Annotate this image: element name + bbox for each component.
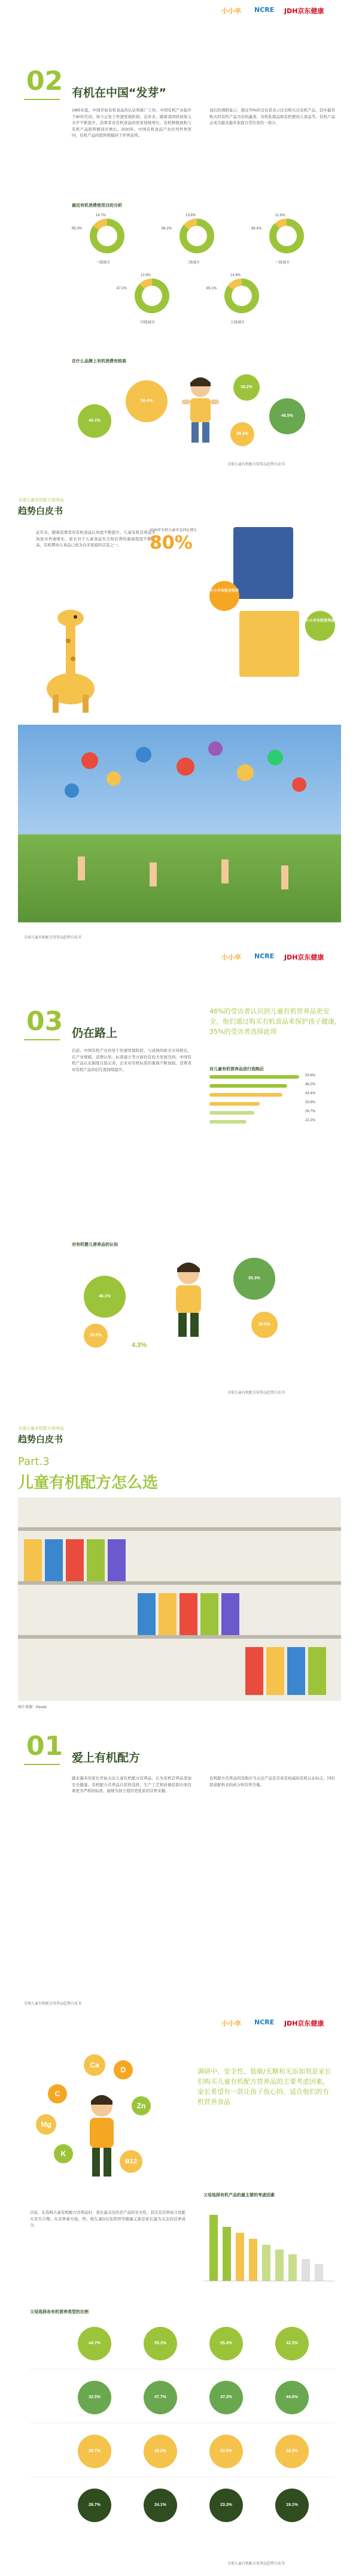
table-row: 32.5% 47.7% 47.3% 44.6% [30, 2375, 335, 2423]
trend-sheet-1 [0, 473, 359, 946]
part3-sheet [0, 1401, 359, 2012]
brand-logo-1: 小小卒 [221, 7, 241, 15]
kicker: 全球儿童有机配方营养品 [18, 1427, 64, 1431]
table-title: 父母选择各有机营养类型的比例 [30, 2310, 89, 2314]
section-number: 03 [26, 1006, 63, 1037]
number-underline [24, 1039, 60, 1040]
giraffe-illustration [36, 605, 108, 713]
page-footer: 全球儿童有机配方营养品趋势白皮书 [227, 1391, 285, 1395]
small-stat: 4.3% [132, 1342, 147, 1349]
brand-logo-1: 小小卒 [221, 2020, 241, 2027]
final-paragraph: 目前，在选购儿童有机配方营养品时，家长最关注的是产品的安全性，其次是营养成分及配方是否合理。在营养素方面，钙、维生素D以及铁锌等微量元素是家长最为关注的营养成分。 [30, 2211, 185, 2227]
kicker: 全球儿童有机配方营养品 [18, 498, 64, 503]
final-sheet [0, 2012, 359, 2576]
section-title: 有机在中国“发芽” [72, 86, 166, 99]
column-chart [203, 2203, 335, 2281]
section-title: 爱上有机配方 [72, 1751, 141, 1764]
number-underline [24, 1764, 60, 1765]
brand-logo-1: 小小卒 [221, 953, 241, 961]
photo-credit: 图片来源：Pexels [18, 1706, 47, 1709]
bar-chart-title: 对儿童有机营养品进行选购后 [209, 1067, 264, 1071]
page-footer: 全球儿童有机配方营养品趋势白皮书 [227, 463, 285, 467]
bar-chart: 53.6% 46.2% 43.4% 29.9% 26.7% 22.2% [209, 1075, 341, 1141]
quote-block: 调研中，安全性、低敏/无糖和无添加剂是家长们购买儿童有机配方营养品的主要考虑因素，家长希望有一款让孩子放心的、适合他们的有机营养食品 [197, 2068, 331, 2106]
section-03-sheet [0, 946, 359, 1401]
section-02-sheet [0, 0, 359, 473]
bubble-5: 29.1% [230, 422, 254, 446]
brand-logo-2: NCRE [254, 2018, 275, 2026]
stat-callout [150, 527, 221, 553]
section-number: 01 [26, 1731, 63, 1761]
section-title: 仍在路上 [72, 1027, 118, 1040]
bubble-chart-2 [72, 1252, 335, 1360]
quote-block: 46%的受访者认识到儿童有机营养品更安全，他们通过购买有机食品来保护孩子健康，35%的受访者选择此项 [209, 1007, 341, 1036]
page-footer: 全球儿童有机配方营养品趋势白皮书 [24, 2002, 82, 2006]
stat-label: 2020年有机儿童零食同比增长 [150, 529, 197, 532]
bubble-4: 30.2% [84, 1324, 108, 1348]
brand-logo-2: NCRE [254, 6, 275, 14]
vitamin-illustration: Ca D C Mg K Zn B12 [30, 2048, 162, 2192]
number-underline [24, 99, 60, 100]
bubble-1: 40.1% [78, 404, 111, 438]
bubble-chart2-title: 对有机婴儿营养品的认知 [72, 1243, 118, 1247]
intro-paragraph-right: 我们的调研显示，超过70%的受访者表示过去购买过有机产品，其中最常购买的有机产品为有机蔬菜、有机乳制品和有机婴幼儿食品等。有机产品正成为越来越多家庭日常饮食的一部分。 [209, 108, 335, 125]
bubble-2: 55.3% [233, 1258, 275, 1300]
column-chart-title: 父母选择有机产品的最主要的考虑因素 [203, 2193, 275, 2197]
product-box-2 [239, 611, 299, 677]
brand-logo-2: NCRE [254, 952, 275, 960]
donut-table [30, 2321, 335, 2542]
part-title: 儿童有机配方怎么选 [18, 1474, 159, 1492]
trend-paragraph: 近年来，随着消费者对有机食品认知度不断提升，儿童有机营养品市场迎来快速增长。家长对于儿童食品安全和营养的重视程度不断提高，有机婴幼儿食品已成为众多家庭的首选之一。 [36, 531, 156, 547]
balloons-photo [18, 725, 341, 922]
brand-logo-3: JDH京东健康 [284, 953, 324, 961]
paragraph-right: 有机配方营养品的选购应当关注产品是否具有权威的有机认证标志，同时留意配料表的成分和营养含量。 [209, 1776, 335, 1787]
bubble-2: 56.4% [126, 380, 168, 422]
table-row: 26.7% 24.1% 23.3% 19.1% [30, 2483, 335, 2530]
stat-value: 80% [150, 532, 193, 553]
child-illustration [180, 374, 221, 446]
product-box-1 [233, 527, 293, 599]
child-illustration [78, 2090, 126, 2180]
intro-paragraph-left: 1985年起，中国开始有机食品的认证和推广工作。中国有机产业起步于90年代初，如今正处于快速发展阶段。近年来，随着我国居民收入水平不断提升，消费者对有机食品的需求持续增长，有机种植面积与有机产品销售额同步增长。2020年，中国有机食品产业位列世界第四，有机产品的销售规模居于世界前列。 [72, 108, 191, 138]
shelf-photo [18, 1497, 341, 1701]
bubble-3: 38.2% [233, 374, 260, 401]
bubble-1: 46.1% [84, 1276, 126, 1318]
chart2-title: 在什么品牌上有机消费有较高 [72, 359, 126, 364]
product-tag-1: 小小卒有机谷物米 [209, 581, 239, 611]
brand-logo-3: JDH京东健康 [284, 2020, 324, 2027]
section-number: 02 [26, 66, 63, 96]
trend-title: 趋势白皮书 [18, 1434, 63, 1445]
section-paragraph: 目前，中国有机产业仍处于快速发展阶段，与成熟的欧美市场相比，在产业规模、消费认知、标准建立等方面仍有较大发展空间。中国有机产品认证制度日趋完善，企业对有机标准的重视不断加强，消费者对有机产品的信任度持续提升。 [72, 1049, 191, 1072]
bubble-4: 46.5% [269, 398, 305, 434]
brand-logo-3: JDH京东健康 [284, 7, 324, 15]
page-footer: 全球儿童有机配方营养品趋势白皮书 [24, 936, 82, 940]
page-footer: 全球儿童有机配方营养品趋势白皮书 [227, 2562, 285, 2566]
part-label: Part.3 [18, 1455, 50, 1468]
city-donut-grid: 85.3% 14.7% 一线城市 86.2% 13.8% 二线城市 88.4% 11.6% 三线城市 87.2% 12.8% 四线城市 85.1% 14.9% 五线城市 [72, 213, 335, 344]
chart1-title: 最近有机消费使用目的分析 [72, 204, 122, 208]
trend-title: 趋势白皮书 [18, 505, 63, 516]
product-tag-2: 小小卒有机营养面 [305, 611, 335, 641]
paragraph-left: 越来越多的家长开始关注儿童有机配方营养品，认为有机营养品更加安全健康。有机配方营养品在原料选择、生产工艺和质量控制方面有着更为严格的标准，能够为孩子提供更优质的营养来源。 [72, 1776, 191, 1793]
table-row: 26.7% 25.3% 22.5% 18.3% [30, 2429, 335, 2477]
table-row: 44.7% 55.3% 55.4% 42.3% [30, 2321, 335, 2369]
child-illustration [162, 1258, 215, 1342]
bubble-3: 30.0% [251, 1312, 278, 1338]
bubble-chart-1 [72, 368, 335, 458]
